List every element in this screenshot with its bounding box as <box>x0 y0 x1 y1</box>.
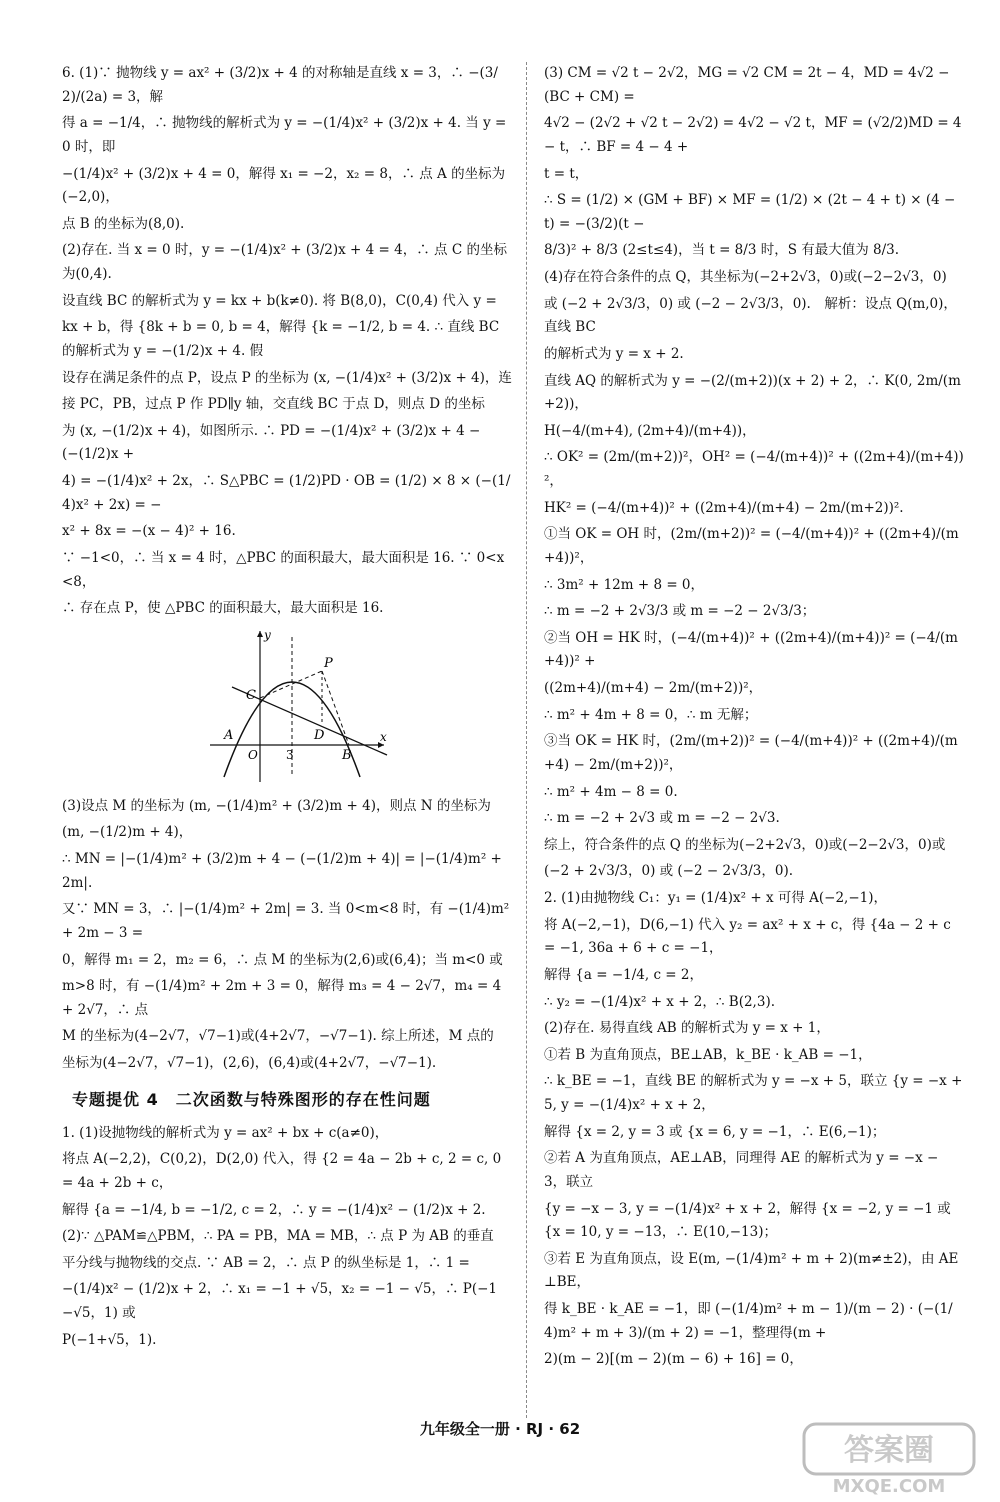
label-x: x <box>380 729 387 744</box>
text-line: 坐标为(4−2√7，√7−1)，(2,6)，(6,4)或(4+2√7，−√7−1). <box>62 1055 437 1071</box>
label-d: D <box>314 727 325 743</box>
text-line: ∴ MN = |−(1/4)m² + (3/2)m + 4 − (−(1/2)m + 4)| = |−(1/4)m² + 2m|. <box>62 851 507 891</box>
text-line: 的解析式为 y = x + 2. <box>544 345 684 362</box>
watermark-logo <box>794 1418 984 1498</box>
column-divider <box>526 62 527 1418</box>
text-line: P(−1+√5，1). <box>62 1331 157 1348</box>
text-line: ③若 E 为直角顶点，设 E(m, −(1/4)m² + m + 2)(m≠±2)，由 AE⊥BE， <box>544 1250 959 1291</box>
label-a: A <box>224 727 234 743</box>
text-line: ①若 B 为直角顶点，BE⊥AB，k_BE · k_AB = −1， <box>544 1046 872 1063</box>
text-line: 1. (1)设抛物线的解析式为 y = ax² + bx + c(a≠0)， <box>62 1124 389 1141</box>
text-line: 得 k_BE · k_AE = −1，即 (−(1/4)m² + m − 1)/(m − 2) · (−(1/4)m² + m + 3)/(m + 2) = −1，整理得(m + <box>544 1301 953 1341</box>
text-line: ②若 A 为直角顶点，AE⊥AB，同理得 AE 的解析式为 y = −x − 3，联立 <box>544 1150 943 1190</box>
segment-pb <box>322 671 349 745</box>
text-line: 或 (−2 + 2√3/3，0) 或 (−2 − 2√3/3，0). 解析：设点 Q(m,0)，直线 BC <box>544 295 957 336</box>
text-line: 4) = −(1/4)x² + 2x，∴ S△PBC = (1/2)PD · OB = (1/2) × 8 × (−(1/4)x² + 2x) = − <box>62 473 511 513</box>
text-line: ∵ −1<0，∴ 当 x = 4 时，△PBC 的面积最大，最大面积是 16. ∵ 0<x<8， <box>62 549 505 590</box>
text-line: 8/3)² + 8/3 (2≤t≤4)，当 t = 8/3 时，S 有最大值为 8/3. <box>544 242 900 259</box>
label-o: O <box>248 747 258 762</box>
text-line: (2)∵ △PAM≌△PBM，∴ PA = PB，MA = MB，∴ 点 P 为 AB 的垂直 <box>62 1228 494 1245</box>
text-line: (m, −(1/2)m + 4)， <box>62 824 193 841</box>
text-line: (−2 + 2√3/3，0) 或 (−2 − 2√3/3，0). <box>544 863 794 880</box>
text-line: 4√2 − (2√2 + √2 t − 2√2) = 4√2 − √2 t，MF = (√2/2)MD = 4 − t，∴ BF = 4 − 4 + <box>544 115 966 155</box>
text-line: ((2m+4)/(m+4) − 2m/(m+2))²， <box>544 680 763 696</box>
text-line: kx + b，得 {8k + b = 0, b = 4，解得 {k = −1/2, b = 4. ∴ 直线 BC 的解析式为 y = −(1/2)x + 4. 假 <box>62 319 504 359</box>
text-line: ∴ m² + 4m − 8 = 0. <box>544 783 678 800</box>
text-line: t = t， <box>544 165 589 182</box>
text-line: 0，解得 m₁ = 2，m₂ = 6，∴ 点 M 的坐标为(2,6)或(6,4)；当 m<0 或 <box>62 951 503 968</box>
label-three: 3 <box>286 747 294 762</box>
text-line: ②当 OH = HK 时，(−4/(m+4))² + ((2m+4)/(m+4))² = (−4/(m+4))² + <box>544 629 958 670</box>
text-line: ∴ 存在点 P，使 △PBC 的面积最大，最大面积是 16. <box>62 600 384 617</box>
page-footer: 九年级全一册 · RJ · 62 <box>419 1420 581 1438</box>
text-line: ∴ m² + 4m + 8 = 0，∴ m 无解； <box>544 706 758 723</box>
text-line: 2. (1)由抛物线 C₁：y₁ = (1/4)x² + x 可得 A(−2,−1)， <box>544 890 888 906</box>
y-axis-arrow <box>257 631 263 637</box>
text-line: ∴ S = (1/2) × (GM + BF) × MF = (1/2) × (2t − 4 + t) × (4 − t) = −(3/2)(t − <box>544 192 960 232</box>
text-line: 接 PC，PB，过点 P 作 PD∥y 轴，交直线 BC 于点 D，则点 D 的坐标 <box>62 396 485 413</box>
left-column-lines-part3 <box>62 795 514 1076</box>
text-line: ∴ OK² = (2m/(m+2))²，OH² = (−4/(m+4))² + ((2m+4)/(m+4))²， <box>544 449 964 489</box>
text-line: ∴ y₂ = −(1/4)x² + x + 2，∴ B(2,3). <box>544 993 775 1010</box>
text-line: 解得 {x = 2, y = 3 或 {x = 6, y = −1，∴ E(6,−1)； <box>544 1123 886 1140</box>
text-line: (2)存在. 当 x = 0 时，y = −(1/4)x² + (3/2)x + 4 = 4，∴ 点 C 的坐标为(0,4). <box>62 242 507 282</box>
label-b: B <box>342 747 352 763</box>
label-c: C <box>246 687 256 703</box>
text-line: (3)设点 M 的坐标为 (m, −(1/4)m² + (3/2)m + 4)，则点 N 的坐标为 <box>62 797 491 814</box>
text-line: ∴ m = −2 + 2√3 或 m = −2 − 2√3. <box>544 810 780 827</box>
text-line: ①当 OK = OH 时，(2m/(m+2))² = (−4/(m+4))² + ((2m+4)/(m+4))²， <box>544 526 959 566</box>
text-line: 平分线与抛物线的交点. ∵ AB = 2，∴ 点 P 的纵坐标是 1，∴ 1 = <box>62 1254 470 1271</box>
text-line: (3) CM = √2 t − 2√2，MG = √2 CM = 2t − 4，MD = 4√2 − (BC + CM) = <box>544 65 954 105</box>
watermark-svg <box>794 1418 984 1498</box>
text-line: 得 a = −1/4，∴ 抛物线的解析式为 y = −(1/4)x² + (3/2)x + 4. 当 y = 0 时，即 <box>62 115 511 155</box>
left-column-lines <box>62 62 514 621</box>
text-line: H(−4/(m+4), (2m+4)/(m+4))， <box>544 422 756 439</box>
text-line: 为 (x, −(1/2)x + 4)，如图所示. ∴ PD = −(1/4)x² + (3/2)x + 4 − (−(1/2)x + <box>62 422 485 463</box>
text-line: −(1/4)x² + (3/2)x + 4 = 0，解得 x₁ = −2，x₂ = 8，∴ 点 A 的坐标为(−2,0)， <box>62 165 506 206</box>
text-line: 解得 {a = −1/4, c = 2， <box>544 966 703 983</box>
text-line: ∴ m = −2 + 2√3/3 或 m = −2 − 2√3/3； <box>544 603 816 620</box>
text-line: 设存在满足条件的点 P，设点 P 的坐标为 (x, −(1/4)x² + (3/2)x + 4)，连 <box>62 369 512 386</box>
parabola-graph-svg <box>202 627 392 787</box>
text-line: 6. (1)∵ 抛物线 y = ax² + (3/2)x + 4 的对称轴是直线 x = 3，∴ −(3/2)/(2a) = 3，解 <box>62 65 498 105</box>
text-line: 2)(m − 2)[(m − 2)(m − 6) + 16] = 0， <box>544 1351 803 1368</box>
text-line: 将点 A(−2,2)，C(0,2)，D(2,0) 代入，得 {2 = 4a − 2b + c, 2 = c, 0 = 4a + 2b + c， <box>62 1151 506 1191</box>
text-line: 点 B 的坐标为(8,0). <box>62 215 185 232</box>
section-title: 专题提优 4 二次函数与特殊图形的存在性问题 <box>72 1089 431 1109</box>
text-line: (4)存在符合条件的点 Q，其坐标为(−2+2√3，0)或(−2−2√3，0) <box>544 269 947 285</box>
text-line: ③当 OK = HK 时，(2m/(m+2))² = (−4/(m+4))² + ((2m+4)/(m+4) − 2m/(m+2))²， <box>544 733 958 773</box>
text-line: 直线 AQ 的解析式为 y = −(2/(m+2))(x + 2) + 2，∴ K(0, 2m/(m+2))， <box>544 372 961 413</box>
text-line: 又∵ MN = 3，∴ |−(1/4)m² + 2m| = 3. 当 0<m<8 时，有 −(1/4)m² + 2m − 3 = <box>62 901 514 941</box>
text-line: HK² = (−4/(m+4))² + ((2m+4)/(m+4) − 2m/(m+2))². <box>544 499 904 516</box>
right-column-lines <box>544 62 967 1372</box>
text-line: (2)存在. 易得直线 AB 的解析式为 y = x + 1， <box>544 1020 830 1037</box>
text-line: −(1/4)x² − (1/2)x + 2，∴ x₁ = −1 + √5，x₂ = −1 − √5，∴ P(−1−√5，1) 或 <box>62 1281 497 1321</box>
text-line: 解得 {a = −1/4, b = −1/2, c = 2，∴ y = −(1/4)x² − (1/2)x + 2. <box>62 1201 486 1218</box>
text-line: x² + 8x = −(x − 4)² + 16. <box>62 523 236 540</box>
svg-text:MXQE.COM: MXQE.COM <box>832 1476 946 1497</box>
svg-text:答案圈: 答案圈 <box>844 1433 934 1468</box>
label-p: P <box>324 655 333 671</box>
text-line: 综上，符合条件的点 Q 的坐标为(−2+2√3，0)或(−2−2√3，0)或 <box>544 836 946 853</box>
text-line: M 的坐标为(4−2√7，√7−1)或(4+2√7，−√7−1). 综上所述，M 点的 <box>62 1028 494 1045</box>
right-column <box>544 62 967 1375</box>
label-y: y <box>264 627 271 642</box>
text-line: m>8 时，有 −(1/4)m² + 2m + 3 = 0，解得 m₃ = 4 − 2√7，m₄ = 4 + 2√7，∴ 点 <box>62 978 506 1018</box>
left-column-after-lines <box>62 1122 514 1353</box>
text-line: ∴ 3m² + 12m + 8 = 0， <box>544 576 705 593</box>
text-line: 将 A(−2,−1)，D(6,−1) 代入 y₂ = ax² + x + c，得 {4a − 2 + c = −1, 36a + 6 + c = −1， <box>544 916 956 957</box>
parabola-graph <box>202 627 392 787</box>
text-line: {y = −x − 3, y = −(1/4)x² + x + 2，解得 {x = −2, y = −1 或 {x = 10, y = −13，∴ E(10,−13)； <box>544 1200 956 1241</box>
text-line: 设直线 BC 的解析式为 y = kx + b(k≠0). 将 B(8,0)，C(0,4) 代入 y = <box>62 292 497 309</box>
left-column <box>62 62 514 1355</box>
segment-pc <box>260 671 322 698</box>
text-line: ∴ k_BE = −1，直线 BE 的解析式为 y = −x + 5，联立 {y = −x + 5, y = −(1/4)x² + x + 2， <box>544 1073 967 1113</box>
